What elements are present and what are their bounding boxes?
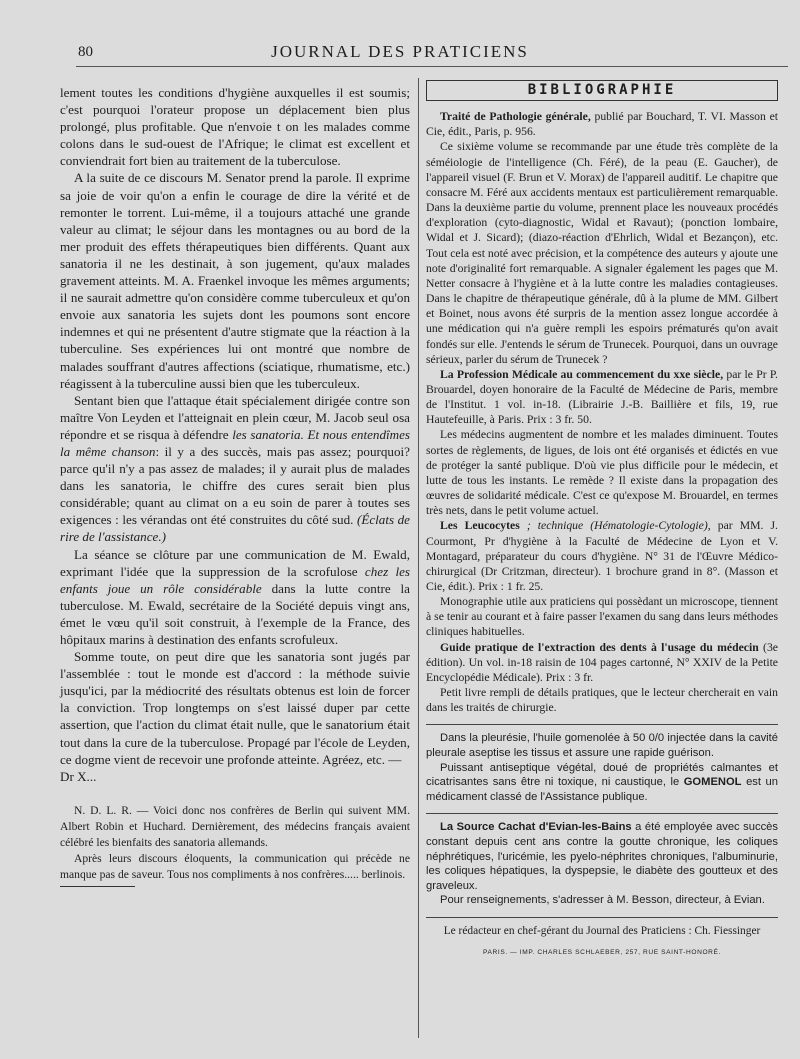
letter-signature: Dr X...	[60, 768, 97, 784]
editor-note	[60, 803, 410, 887]
evian-text-2: Pour renseignements, s'adresser à M. Besson, directeur, à Evian.	[440, 894, 765, 907]
book-2-publisher: par le Pr P. Brouardel, doyen honoraire de la Faculté de Médecine de Paris, membre de l'Institut. 1 vol. in-18. (Librairie J.-B. Baillière et fils, 19, rue Hautefeuille, à Paris. Prix : 3 fr. 50.	[426, 367, 778, 427]
right-column	[426, 80, 778, 960]
column-divider	[418, 78, 419, 1038]
printer-line: PARIS. — IMP. CHARLES SCHLAEBER, 257, RUE SAINT-HONORÉ.	[483, 949, 721, 957]
p3-text-a: Sentant bien que l'attaque était spécialement dirigée contre son maître Von Leyden et l'atteignait en plein cœur, M. Jacob seul osa répondre et se risqua à défendre	[60, 392, 410, 442]
page-number: 80	[78, 44, 93, 60]
separator-2	[426, 813, 778, 814]
p3-italic: les sanatoria. Et nous entendîmes la même chanson	[60, 426, 410, 459]
left-column	[60, 84, 410, 887]
left-paragraph-2: A la suite de ce discours M. Senator prend la parole. Il exprime sa joie de voir qu'on a enfin le courage de dire la vérité et de remonter le torrent. Lui-même, il a toujours attaché une grande valeur au climat; le séjour dans les montagnes ou au bord de la mer produit des effets thérapeutiques bien différents. Quant aux sanatoria il ne les destinait, à son jugement, qu'aux malades gravement atteints. M. A. Fraenkel invoque les mêmes arguments; il ne saurait admettre qu'on considère comme tuberculeux et qu'on envoie aux sanatoria les sujets dont les poumons sont encore indemnes et qui ne présentent d'autre stigmate que la réaction à la tuberculine. Ses expériences lui ont montré que nombre de malades souffrant d'autres affections (sciatique, rhumatisme, etc.) réagissent à la tuberculine aussi bien que les tuberculeux.	[60, 170, 410, 391]
book-4-review: Petit livre rempli de détails pratiques, que le lecteur chercherait en vain dans les traités de chirurgie.	[426, 686, 778, 715]
editor-line: Le rédacteur en chef-gérant du Journal des Praticiens : Ch. Fiessinger	[443, 924, 761, 937]
book-1-title: Traité de Pathologie générale,	[440, 110, 591, 124]
gomenol-text-2	[426, 761, 778, 805]
book-1-review: Ce sixième volume se recommande par une étude très complète de la séméiologie de l'intelligence (Ch. Féré), de la peau (E. Gaucher), de l'appareil visuel (F. Brun et V. Morax) de l'appareil auditif. Le chapitre que consacre M. Féré aux accidents mentaux est particulièrement remarquable. Dans la deuxième partie du volume, prennent place les nouveaux procédés d'exploration (cyto-diagnostic, Widal et Ravaut); (ponction lombaire, Widal et J. Sicard); (diazo-réaction d'Ehrlich, Widal et Bezançon), etc. Tout cela est noté avec précision, et la compétence des auteurs y ajoute une note d'originalité fort remarquable. A signaler également les pages que M. Netter consacre à l'hygiène et à la lutte contre les maladies contagieuses. Dans le chapitre de thérapeutique générale, dû à la plume de MM. Gilbert et Boinet, nous avons été surpris de la mention assez longue accordée à une médication qui n'a guère rempli les espoirs prématurés qu'on avait fondés sur elle. J'entends le sérum de Trunecek. Pourquoi, dans un ouvrage sérieux, parler du sérum de Trunecek ?	[426, 140, 778, 366]
left-paragraph-1: lement toutes les conditions d'hygiène auxquelles il est soumis; c'est pourquoi l'orateur propose un déplacement bien plus prolongé, plus profitable. Que n'envoie t on les malades comme colons dans le sud-ouest de l'Afrique; le climat est excellent et conviendrait fort bien au traitement de la tuberculose.	[60, 85, 410, 169]
book-3-title: Les Leucocytes	[440, 519, 520, 533]
journal-title: JOURNAL DES PRATICIENS	[271, 42, 529, 61]
book-1-publisher: publié par Bouchard, T. VI. Masson et Cie, édit., Paris, p. 956.	[426, 110, 778, 139]
gomenol-brand: GOMENOL	[683, 776, 742, 789]
book-4-citation	[426, 640, 778, 685]
book-3-publisher: par MM. J. Courmont, Pr d'hygiène à la Faculté de Médecine de Lyon et V. Montagard, préparateur du cours d'hygiène. N° 31 de l'Œuvre Médico-chirurgical (Dr Critzman, directeur). 1 brochure grand in 8°. (Masson et Cie, édit.). Prix : 1 fr. 25.	[426, 519, 778, 593]
evian-text-1	[426, 820, 778, 893]
book-3-citation	[426, 518, 778, 594]
separator-1	[426, 724, 778, 725]
book-2-review: Les médecins augmentent de nombre et les malades diminuent. Toutes sortes de règlements, de ligues, de lois ont été organisés et édictés en vue de protéger la santé publique. D'où vie plus difficile pour le médecin, et lutte de tous les instants. Le remède ? Il existe dans la propagation des œuvres de solidarité médicale. C'est ce qu'expose M. Brouardel, en termes très nets, dans le petit volume actuel.	[426, 428, 778, 518]
editor-note-2: Après leurs discours éloquents, la communication qui précède ne manque pas de saveur. Tous nos compliments à nos confrères..... berlinois.	[60, 851, 410, 881]
p3-italic-laughter: (Éclats de rire de l'assistance.)	[60, 512, 410, 545]
header-rule	[76, 66, 788, 67]
left-paragraph-4	[60, 546, 410, 649]
bibliography-heading: BIBLIOGRAPHIE	[426, 80, 778, 101]
book-4-publisher: (3e édition). Un vol. in-18 raisin de 104 pages cartonné, N° XXIV de la Petite Encyclopédie Médicale). Prix : 3 fr.	[426, 640, 778, 684]
book-2-citation	[426, 367, 778, 428]
p4-italic: chez les enfants joue un rôle considérable	[60, 563, 410, 596]
gomenol-text-2b: est un médicament classé de l'Assistance publique.	[426, 776, 778, 803]
book-2-title: La Profession Médicale au commencement du xxe siècle,	[440, 367, 724, 381]
evian-brand: La Source Cachat d'Evian-les-Bains	[440, 821, 632, 834]
separator-3	[426, 917, 778, 918]
book-3-review: Monographie utile aux praticiens qui possèdant un microscope, tiennent à se tenir au courant et à faire passer l'examen du sang dans leurs méthodes cliniques habituelles.	[426, 595, 778, 639]
evian-advert	[426, 820, 778, 908]
gomenol-advert	[426, 731, 778, 804]
p4-text-a: La séance se clôture par une communication de M. Ewald, exprimant l'idée que la suppression de la scrofulose	[60, 546, 410, 579]
book-4-title: Guide pratique de l'extraction des dents à l'usage du médecin	[440, 640, 759, 654]
editor-note-1: N. D. L. R. — Voici donc nos confrères de Berlin qui suivent MM. Albert Robin et Huchard. Dernièrement, des médecins français avaient célébré les bienfaits des sanatoria allemands.	[60, 803, 410, 849]
p3-text-c: : il y a des succès, mais pas assez; pourquoi? parce qu'il n'y a pas assez de malades; il y aurait plus de malades dans les sanatoria, le chiffre des cures serait bien plus considérable; quant au climat on a eu soin de parer à toutes ses exigences : les vérandas ont été construites du côté sud.	[60, 443, 410, 528]
left-paragraph-5: Somme toute, on peut dire que les sanatoria sont jugés par l'assemblée : tout le monde est d'accord : la méthode suivie jusqu'ici, par la médiocrité des résultats obtenus est loin de forcer la conviction. Trop longtemps on s'est laissé duper par cette assertion, que l'action du climat était nulle, que le sanatorium était tout dans la cure de la tuberculose. Propagé par l'école de Leyden, ce dogme vient de recevoir une profonde atteinte. Agréez, etc. —	[60, 649, 410, 767]
gomenol-text-1: Dans la pleurésie, l'huile gomenolée à 50 0/0 injectée dans la cavité pleurale aseptise les tissus et assure une rapide guérison.	[426, 732, 778, 759]
left-paragraph-3	[60, 392, 410, 546]
gomenol-text-2a: Puissant antiseptique végétal, doué de propriétés calmantes et cicatrisantes sans être ni toxique, ni caustique, le	[426, 761, 778, 789]
book-1-citation	[426, 109, 778, 139]
end-rule	[60, 886, 135, 887]
book-3-subtitle: ; technique (Hématologie-Cytologie),	[519, 519, 718, 533]
p4-text-c: dans la lutte contre la tuberculose. M. Ewald, secrétaire de la Société depuis vingt ans, émet le vœu qu'il soit construit, à l'exemple de la France, des hôpitaux marins à destination des enfants scrofuleux.	[60, 580, 410, 647]
evian-text-1b: a été employée avec succès constant depuis cent ans contre la goutte chronique, les coliques néphrétiques, l'uricémie, les pyelo-néphrites chroniques, l'albuminurie, les coliques hépatiques, la dyspepsie, le diabète des goutteux et des graveleux.	[426, 821, 778, 892]
